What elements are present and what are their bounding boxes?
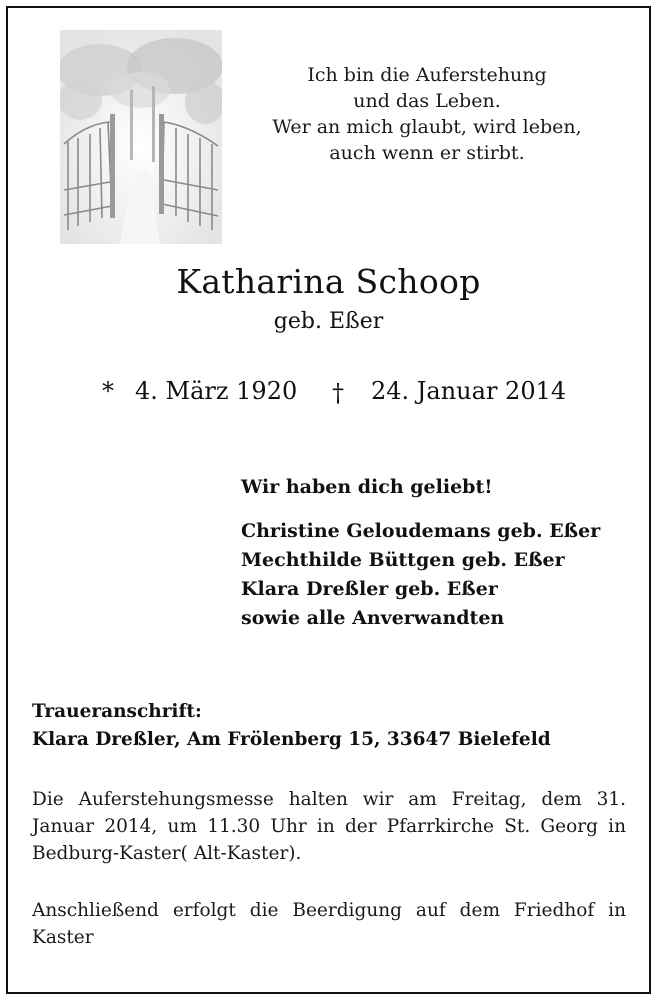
address-value: Klara Dreßler, Am Frölenberg 15, 33647 Bielefeld	[32, 729, 551, 750]
mourner-item: sowie alle Anverwandten	[241, 607, 505, 629]
mourners-list	[241, 517, 600, 633]
mourner-item: Mechthilde Büttgen geb. Eßer	[241, 549, 565, 571]
verse-line: auch wenn er stirbt.	[329, 142, 525, 164]
mourner-item: Klara Dreßler geb. Eßer	[241, 578, 498, 600]
life-dates	[0, 377, 657, 409]
verse-line: Wer an mich glaubt, wird leben,	[272, 116, 582, 138]
bible-verse	[250, 62, 604, 166]
birth-star-icon: *	[102, 377, 114, 405]
birth-date: 4. März 1920	[135, 377, 298, 405]
deceased-name: Katharina Schoop	[176, 262, 481, 301]
birth-name: geb. Eßer	[273, 309, 384, 334]
closing-phrase: Wir haben dich geliebt!	[241, 476, 493, 498]
cemetery-gate-image	[60, 30, 222, 244]
death-date: 24. Januar 2014	[371, 377, 567, 405]
address-label: Traueranschrift:	[32, 701, 202, 722]
burial-announcement: Anschließend erfolgt die Beerdigung auf dem Friedhof in Kaster	[32, 900, 626, 948]
mass-announcement: Die Auferstehungsmesse halten wir am Freitag, dem 31. Januar 2014, um 11.30 Uhr in der Pfarrkirche St. Georg in Bedburg-Kaster( Alt-Kaster).	[32, 789, 626, 864]
verse-line: und das Leben.	[353, 90, 501, 112]
mourner-item: Christine Geloudemans geb. Eßer	[241, 520, 601, 542]
verse-line: Ich bin die Auferstehung	[307, 64, 547, 86]
death-cross-icon: †	[332, 379, 344, 407]
